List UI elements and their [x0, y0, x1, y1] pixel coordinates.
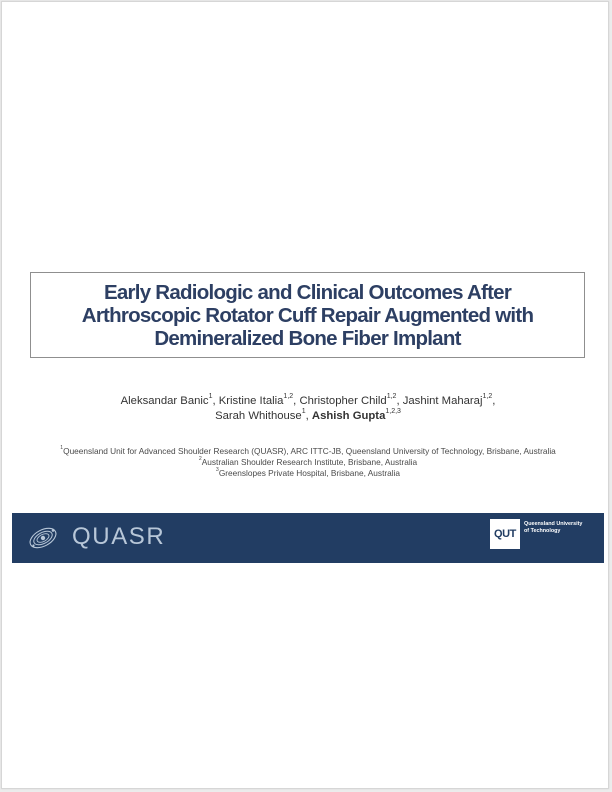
affiliation-line-2: [2, 457, 612, 468]
affiliation-text: Queensland Unit for Advanced Shoulder Research (QUASR), ARC ITTC-JB, Queensland University of Technology, Brisbane, Australia: [63, 446, 556, 456]
title-box: [30, 272, 585, 358]
author-name: Kristine Italia: [218, 395, 284, 407]
author-name: Christopher Child: [299, 395, 387, 407]
quasr-logo-text: QUASR: [72, 523, 166, 550]
footer-banner: [12, 513, 604, 563]
author-separator: ,: [305, 410, 312, 422]
qut-logo: [490, 519, 600, 557]
author-separator: ,: [212, 395, 219, 407]
author-name: Sarah Whithouse: [215, 410, 302, 422]
title-line-1: Early Radiologic and Clinical Outcomes After: [103, 280, 512, 304]
author-name: Jashint Maharaj: [402, 395, 483, 407]
affiliation-line-1: [2, 446, 612, 457]
qut-name-line-1: Queensland University: [524, 521, 583, 527]
corresponding-author-name: Ashish Gupta: [311, 410, 386, 422]
affiliation-number: 1: [60, 445, 64, 452]
authors-line-1: [2, 394, 612, 409]
qut-name: [524, 521, 600, 535]
affiliation-text: Greenslopes Private Hospital, Brisbane, Australia: [218, 468, 401, 478]
authors-line-2: [2, 409, 612, 424]
qut-name-line-2: of Technology: [524, 528, 561, 534]
orbital-ring-icon: [24, 522, 62, 554]
author-separator: ,: [492, 395, 496, 407]
affiliation-number: 2: [198, 456, 202, 463]
affiliation-text: Australian Shoulder Research Institute, Brisbane, Australia: [201, 457, 418, 467]
title-line-3: Demineralized Bone Fiber Implant: [154, 326, 461, 350]
author-affiliation-sup: 1,2: [283, 393, 294, 401]
title-line-2: Arthroscopic Rotator Cuff Repair Augmented with: [81, 303, 534, 327]
qut-box-icon: [490, 519, 520, 549]
author-separator: ,: [396, 395, 403, 407]
author-affiliation-sup: 1: [301, 408, 306, 416]
author-affiliation-sup: 1,2: [482, 393, 493, 401]
author-affiliation-sup: 1: [208, 393, 213, 401]
affiliation-number: 3: [215, 467, 219, 474]
affiliations-block: [2, 446, 612, 479]
document-page: [1, 1, 609, 789]
author-affiliation-sup: 1,2,3: [385, 408, 401, 416]
author-affiliation-sup: 1,2: [386, 393, 397, 401]
authors-block: [2, 394, 612, 424]
affiliation-line-3: [2, 468, 612, 479]
author-separator: ,: [293, 395, 300, 407]
qut-box-text: QUT: [493, 527, 517, 540]
author-name: Aleksandar Banic: [120, 395, 209, 407]
